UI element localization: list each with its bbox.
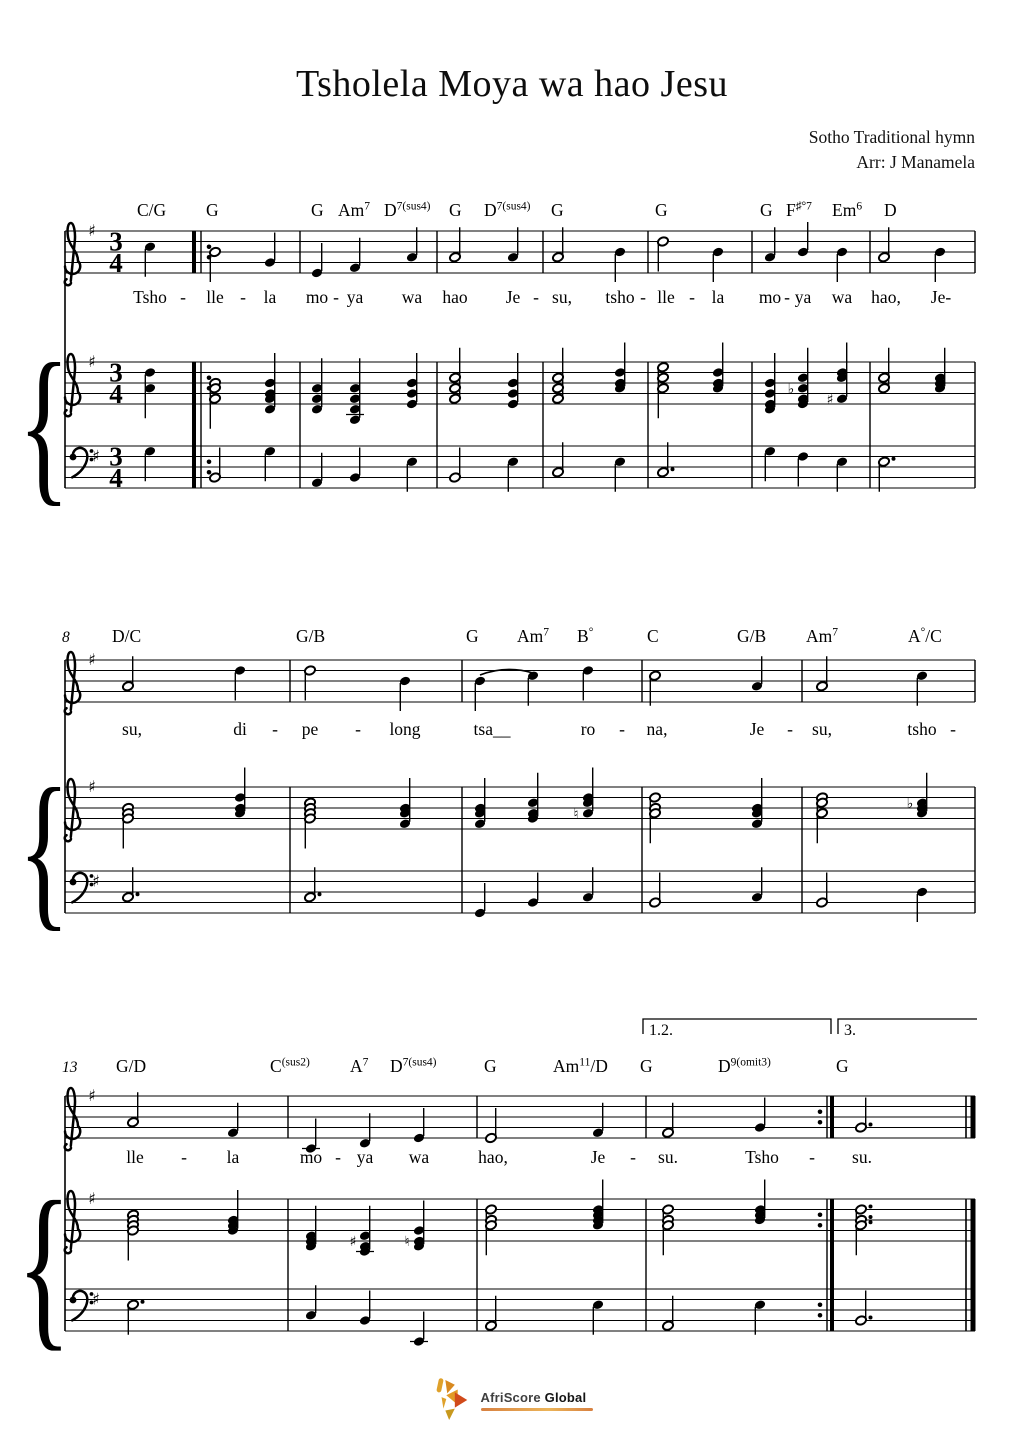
lyric-syllable: ro (580, 719, 596, 739)
note (614, 246, 627, 282)
note (127, 1209, 140, 1260)
note (507, 227, 520, 263)
lyric-syllable: Tsho (133, 287, 167, 307)
accidental: ♭ (787, 381, 795, 398)
note (797, 222, 810, 258)
augmentation-dot (892, 457, 896, 461)
note (754, 1180, 767, 1226)
chord-symbol: $C^{(sus2)}$ (270, 1056, 310, 1076)
vocal-staff (65, 1086, 975, 1154)
time-signature-denominator: 4 (109, 379, 123, 409)
chord-symbol: $D^{7(sus4)}$ (384, 200, 431, 220)
repeat-dot (818, 1212, 823, 1217)
bass-clef (70, 448, 94, 477)
lyric-syllable: - (335, 1147, 341, 1167)
note (399, 778, 412, 829)
lyric-syllable: lle (126, 1147, 144, 1167)
bass-clef (70, 873, 94, 902)
accidental: ♮ (573, 806, 579, 823)
accidental: ♯ (826, 391, 834, 408)
lyric-syllable: - (533, 287, 539, 307)
augmentation-dot (869, 1123, 873, 1127)
accidental: ♮ (404, 1234, 410, 1250)
time-signature-denominator: 4 (109, 463, 123, 493)
chord-symbol: $D^{9(omit3)}$ (718, 1056, 771, 1076)
note (816, 873, 829, 909)
note (934, 246, 947, 282)
note (122, 802, 135, 848)
note (122, 656, 135, 692)
measure-number: 13 (62, 1059, 78, 1076)
repeat-dot (207, 244, 212, 249)
note (485, 1204, 498, 1255)
note (264, 446, 277, 482)
augmentation-dot (141, 1300, 145, 1304)
chord-symbol: A°/C (908, 626, 942, 646)
chord-symbol: C/G (137, 200, 167, 220)
credit-tradition: Sotho Traditional hymn (808, 127, 975, 147)
lyric-syllable: la (711, 287, 725, 307)
note (144, 367, 157, 418)
chord-symbol: G (640, 1056, 653, 1076)
key-signature-sharp: ♯ (88, 220, 96, 240)
lyric-syllable: - (240, 287, 246, 307)
lyric-syllable: - (272, 719, 278, 739)
lyric-syllable: mo (758, 287, 782, 307)
note (449, 448, 462, 484)
brand-second: Global (544, 1389, 587, 1405)
lyric-syllable: tsa__ (473, 719, 511, 739)
note (359, 1291, 372, 1327)
lyric-syllable: hao, (871, 287, 901, 307)
note (527, 873, 540, 909)
lyric-syllable: su, (812, 719, 832, 739)
note (592, 1299, 605, 1335)
note (485, 1108, 498, 1144)
brand-text-block (481, 1390, 593, 1411)
lyric-syllable: ya (346, 287, 364, 307)
chord-symbol: G (551, 200, 564, 220)
chord-symbol: $D^{7(sus4)}$ (390, 1056, 437, 1076)
note (614, 343, 627, 394)
chord-symbol: G (311, 200, 324, 220)
note (474, 883, 487, 919)
time-signature-numerator: 3 (109, 226, 123, 257)
chord-symbol: C (647, 626, 659, 646)
lyric-syllable: mo (305, 287, 329, 307)
chord-symbol: $F^{♯^\circ 7}$ (786, 200, 812, 220)
lyric-syllable: la (226, 1147, 240, 1167)
bass-clef-curve (72, 873, 87, 902)
note (350, 1206, 374, 1257)
note (878, 456, 896, 492)
brand-first: AfriScore (480, 1389, 541, 1405)
note (657, 362, 670, 419)
lyric-syllable: lle (657, 287, 675, 307)
chord-symbol: G/B (737, 626, 767, 646)
key-signature-sharp: ♯ (92, 1289, 100, 1309)
piano-grand-staff (65, 1180, 975, 1348)
note (227, 1190, 240, 1236)
note (657, 442, 675, 478)
chord-symbol: Am$^7$ (517, 626, 549, 646)
note (878, 348, 891, 394)
key-signature-sharp: ♯ (92, 871, 100, 891)
note (816, 792, 829, 843)
lyric-syllable: Tsho (745, 1147, 779, 1167)
chord-symbol: D/C (112, 626, 142, 646)
note (413, 1108, 426, 1144)
note (304, 797, 317, 848)
note (751, 778, 764, 829)
note (127, 1299, 145, 1335)
measure-number: 8 (62, 629, 70, 646)
note (712, 343, 725, 394)
repeat-dot (818, 1313, 823, 1318)
lyric-syllable: - (630, 1147, 636, 1167)
chord-symbol: Em$^6$ (832, 200, 863, 220)
chord-symbol: Am$^{11}$/D (553, 1056, 608, 1076)
repeat-dot (818, 1302, 823, 1307)
note (127, 1092, 140, 1128)
note (649, 670, 662, 706)
treble-clef (65, 652, 80, 714)
augmentation-dot (869, 1220, 873, 1224)
vocal-staff (65, 221, 975, 285)
chord-symbol: G (760, 200, 773, 220)
note (592, 1180, 605, 1231)
treble-clef (65, 1088, 80, 1150)
augmentation-dot (318, 892, 322, 896)
augmentation-dot (869, 1215, 873, 1219)
system-3 (17, 1019, 977, 1366)
lyric-syllable: - (809, 1147, 815, 1167)
volta-label: 1.2. (649, 1022, 673, 1039)
note (507, 456, 520, 492)
lyric-syllable: - (355, 719, 361, 739)
lyric-syllable: ya (794, 287, 812, 307)
accidental: ♭ (906, 795, 914, 812)
augmentation-dot (671, 467, 675, 471)
note (406, 227, 419, 263)
time-signature-denominator: 4 (109, 248, 123, 278)
augmentation-dot (869, 1205, 873, 1209)
afriscore-logo-icon (432, 1376, 472, 1424)
lyric-syllable: pe (301, 719, 319, 739)
chord-symbol: $A^7$ (350, 1056, 369, 1076)
lyric-syllable: hao, (478, 1147, 508, 1167)
note (264, 233, 277, 269)
lyric-syllable: - (787, 719, 793, 739)
lyric-syllable: wa (831, 287, 853, 307)
note (311, 453, 324, 489)
note (878, 227, 891, 263)
note (751, 656, 764, 692)
lyric-syllable: Je (749, 719, 765, 739)
piano-grand-staff (65, 343, 975, 494)
time-signature-numerator: 3 (109, 441, 123, 472)
note (582, 867, 595, 903)
note (399, 675, 412, 711)
note (907, 773, 929, 819)
note (404, 1201, 425, 1252)
note (305, 1206, 318, 1252)
piano-brace-glyph: { (18, 328, 70, 522)
chord-symbol: B° (577, 626, 594, 646)
augmentation-dot (869, 1316, 873, 1320)
chord-symbol: G (836, 1056, 849, 1076)
repeat-dot (207, 459, 212, 464)
lyric-syllable: - (180, 287, 186, 307)
key-signature-sharp: ♯ (88, 649, 96, 669)
score-title: Tsholela Moya wa hao Jesu (296, 63, 728, 105)
note (449, 348, 462, 405)
chord-symbol: Am$^7$ (806, 626, 838, 646)
note (649, 873, 662, 909)
brand-name (481, 1390, 593, 1405)
note (305, 1285, 318, 1321)
lyric-syllable: tsho (605, 287, 635, 307)
lyric-syllable: su, (122, 719, 142, 739)
lyric-syllable: - (950, 719, 956, 739)
lyric-syllable: mo (299, 1147, 323, 1167)
note (359, 1113, 372, 1149)
note (311, 358, 324, 415)
repeat-dot (818, 1109, 823, 1114)
key-signature-sharp: ♯ (88, 1188, 96, 1208)
repeat-dot (207, 470, 212, 475)
note (592, 1103, 605, 1139)
note (122, 867, 140, 903)
note (474, 778, 487, 829)
note (582, 665, 595, 701)
note (346, 358, 364, 425)
note (855, 1204, 873, 1255)
note (209, 448, 222, 484)
note (144, 241, 157, 277)
lyric-syllable: na, (646, 719, 668, 739)
vocal-staff (65, 650, 975, 714)
repeat-dot (818, 1223, 823, 1228)
chord-symbol: G (206, 200, 219, 220)
note (754, 1299, 767, 1335)
note (304, 867, 322, 903)
augmentation-dot (136, 892, 140, 896)
lyric-syllable: long (389, 719, 421, 739)
lyric-syllable: - (181, 1147, 187, 1167)
note (349, 238, 362, 274)
lyric-syllable: - (640, 287, 646, 307)
treble-clef (65, 223, 80, 285)
note (209, 377, 222, 428)
lyric-syllable: lle (206, 287, 224, 307)
note (916, 670, 929, 706)
system-1 (18, 200, 975, 521)
lyric-syllable: su. (658, 1147, 678, 1167)
note (764, 227, 777, 263)
note (934, 348, 947, 394)
note (662, 1296, 675, 1332)
lyric-syllable: su, (552, 287, 572, 307)
lyric-syllable: wa (401, 287, 423, 307)
note (797, 451, 810, 487)
lyric-syllable: su. (852, 1147, 872, 1167)
piano-brace-glyph: { (18, 753, 70, 947)
repeat-dot (207, 375, 212, 380)
lyric-syllable: wa (408, 1147, 430, 1167)
key-signature-sharp: ♯ (88, 351, 96, 371)
lyric-syllable: Je (590, 1147, 606, 1167)
note (474, 675, 487, 711)
chord-symbol: G (466, 626, 479, 646)
lyric-syllable: la (263, 287, 277, 307)
note (614, 456, 627, 492)
note (788, 348, 810, 410)
note (836, 456, 849, 492)
lyric-syllable: - (784, 287, 790, 307)
piano-grand-staff (65, 768, 975, 923)
chord-symbol: G (484, 1056, 497, 1076)
note (552, 348, 565, 405)
chord-symbol: $D^{7(sus4)}$ (484, 200, 531, 220)
note (234, 768, 247, 819)
note (527, 670, 540, 706)
chord-symbol: G/B (296, 626, 326, 646)
note (527, 773, 540, 824)
system-2 (18, 626, 975, 946)
bass-clef-curve (72, 448, 87, 477)
note (836, 246, 849, 282)
key-signature-sharp: ♯ (92, 446, 100, 466)
lyric-syllable: - (333, 287, 339, 307)
note (657, 236, 670, 272)
note (649, 792, 662, 843)
brand-tagline (481, 1408, 593, 1411)
note (816, 656, 829, 692)
note (485, 1296, 498, 1332)
note (573, 768, 594, 823)
piano-brace (17, 1164, 71, 1366)
credit-arranger: Arr: J Manamela (856, 152, 975, 172)
note (662, 1103, 675, 1139)
note (827, 343, 849, 408)
volta-label: 3. (844, 1022, 856, 1039)
piano-brace (18, 329, 70, 521)
lyric-syllable: di (233, 719, 247, 739)
lyric-syllable: Je- (930, 287, 952, 307)
note (449, 227, 462, 263)
chord-symbol: G (655, 200, 668, 220)
note (209, 246, 222, 282)
lyric-syllable: Je (505, 287, 521, 307)
note (916, 886, 929, 922)
key-signature-sharp: ♯ (88, 776, 96, 796)
key-signature-sharp: ♯ (88, 1085, 96, 1105)
lyric-syllable: tsho (907, 719, 937, 739)
lyric-syllable: ya (356, 1147, 374, 1167)
volta-bracket (838, 1019, 977, 1034)
lyric-syllable: hao (442, 287, 468, 307)
lyric-syllable: - (689, 287, 695, 307)
chord-symbol: D (884, 200, 897, 220)
note (751, 867, 764, 903)
chord-symbol: Am$^7$ (338, 200, 370, 220)
piano-brace-glyph: { (16, 1164, 72, 1366)
publisher-footer (0, 1376, 1024, 1424)
lyric-syllable: - (619, 719, 625, 739)
piano-brace (18, 754, 70, 946)
note (406, 456, 419, 492)
note (311, 243, 324, 279)
note (552, 227, 565, 263)
note (764, 446, 777, 482)
note (754, 1098, 767, 1134)
chord-symbol: G/D (116, 1056, 147, 1076)
note (552, 442, 565, 478)
note (227, 1103, 240, 1139)
note (304, 665, 317, 701)
note (662, 1204, 675, 1255)
note (349, 448, 362, 484)
repeat-dot (818, 1120, 823, 1125)
accidental: ♯ (349, 1234, 357, 1250)
note (144, 446, 157, 482)
note (410, 1312, 428, 1348)
bass-clef-curve (72, 1291, 87, 1320)
chord-symbol: G (449, 200, 462, 220)
note (712, 246, 725, 282)
time-signature-numerator: 3 (109, 357, 123, 388)
bass-clef (70, 1291, 94, 1320)
note (234, 665, 247, 701)
